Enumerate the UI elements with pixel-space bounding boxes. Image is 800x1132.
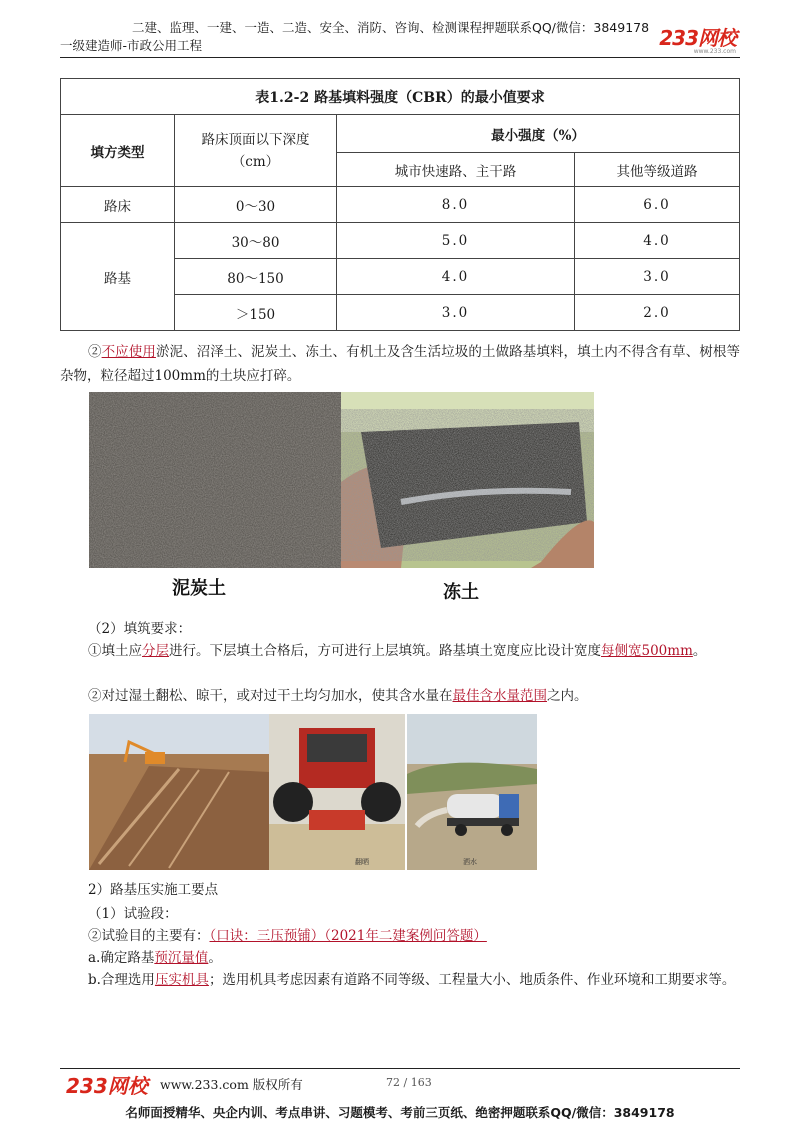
frozen-soil-photo: [341, 392, 594, 568]
frozen-soil-label: 冻土: [443, 582, 479, 603]
paragraph-trial-purpose: ②试验目的主要有：（口诀：三压预铺）（2021年二建案例问答题）: [88, 928, 487, 944]
highlight-machinery: 压实机具: [154, 972, 209, 988]
paragraph-moisture: ②对过湿土翻松、晾干，或对过干土均匀加水，使其含水量在最佳含水量范围之内。: [88, 688, 588, 704]
header-subject-line: 一级建造师-市政公用工程: [60, 38, 203, 53]
paragraph-fill-requirements: （2）填筑要求：: [88, 621, 192, 637]
highlight-moisture-range: 最佳含水量范围: [452, 688, 547, 704]
header-other-road: 其他等级道路: [575, 153, 740, 187]
header-contact-line: 二建、监理、一建、一造、二造、安全、消防、咨询、检测课程押题联系QQ/微信：3849178: [132, 20, 650, 35]
highlight-width-500: 每侧宽500mm: [601, 643, 693, 659]
turning-label: 翻晒: [355, 858, 369, 866]
peat-soil-label: 泥炭土: [172, 578, 226, 599]
highlight-presettlement: 预沉量值: [154, 950, 209, 966]
header-min-strength: 最小强度（%）: [337, 115, 740, 153]
table-caption: 表1.2-2 路基填料强度（CBR）的最小值要求: [61, 79, 740, 115]
tractor-photo: [269, 714, 405, 870]
header-city-road: 城市快速路、主干路: [337, 153, 575, 187]
footer-site: www.233.com 版权所有: [160, 1077, 303, 1092]
paragraph-layered-fill: ①填土应分层进行。下层填土合格后，方可进行上层填筑。路基填土宽度应比设计宽度每侧宽500mm。: [88, 643, 707, 659]
highlight-layered: 分层: [142, 643, 169, 659]
paragraph-trial-section: （1）试验段：: [88, 906, 178, 922]
cbr-requirement-table: [60, 78, 740, 331]
footer-contact: 名师面授精华、央企内训、考点串讲、习题模考、考前三页纸、绝密押题联系QQ/微信：3849178: [125, 1105, 675, 1120]
page-number: 72 / 163: [386, 1076, 432, 1089]
paragraph-compaction-machinery: b.合理选用压实机具；选用机具考虑因素有道路不同等级、工程量大小、地质条件、作业环境和工期要求等。: [88, 972, 736, 988]
watering-truck-photo: [407, 714, 537, 870]
paragraph-presettlement: a.确定路基预沉量值。: [88, 950, 222, 966]
highlight-not-allowed: 不应使用: [101, 344, 156, 360]
header-fill-type: 填方类型: [61, 115, 175, 187]
paragraph-compaction: 2）路基压实施工要点: [88, 882, 219, 898]
table-row: 80～150 4.0 3.0: [61, 259, 740, 295]
table-row: 路基 30～80 5.0 4.0: [61, 223, 740, 259]
brand-logo: 233网校 www.233.com: [659, 26, 736, 55]
excavator-photo: [89, 714, 269, 870]
table-row: 路床 0～30 8.0 6.0: [61, 187, 740, 223]
footer-divider: [60, 1068, 740, 1069]
page-header: [60, 14, 740, 58]
footer-logo: 233网校: [66, 1074, 148, 1098]
table-row: ＞150 3.0 2.0: [61, 295, 740, 331]
watering-label: 洒水: [463, 858, 477, 866]
highlight-mnemonic: （口诀：三压预铺）（2021年二建案例问答题）: [209, 928, 487, 944]
peat-soil-photo: [89, 392, 341, 568]
paragraph-unsuitable-fill: ②不应使用淤泥、沼泽土、泥炭土、冻土、有机土及含生活垃圾的土做路基填料，填土内不得含有草、树根等杂物，粒径超过100mm的土块应打碎。: [60, 344, 741, 384]
header-depth: 路床顶面以下深度（cm）: [175, 115, 337, 187]
